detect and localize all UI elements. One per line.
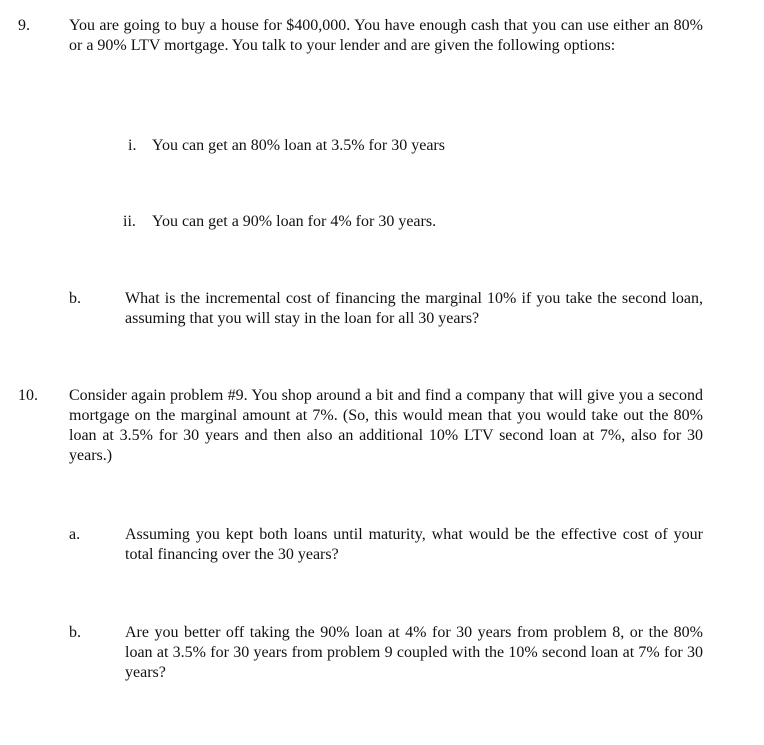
problem-10b-text: Are you better off taking the 90% loan at 4% for 30 years from problem 8, or the 80% loan at 3.5% for 30 years from problem 9 coupled with the 10% second loan at 7% for 30 years? <box>125 624 703 681</box>
problem-10a-text: Assuming you kept both loans until maturity, what would be the effective cost of your total financing over the 30 years? <box>125 526 703 563</box>
problem-10-number: 10. <box>18 387 38 404</box>
problem-10-text: Consider again problem #9. You shop around a bit and find a company that will give you a second mortgage on the marginal amount at 7%. (So, this would mean that you would take out the 80% loan at 3.5% for 30 years and then also an additional 10% LTV second loan at 7%, also for 30 years.) <box>69 387 703 464</box>
problem-9b-text: What is the incremental cost of financing the marginal 10% if you take the second loan, assuming that you will stay in the loan for all 30 years? <box>125 290 703 327</box>
problem-10a-letter: a. <box>69 526 81 543</box>
option-ii <box>123 212 436 232</box>
option-i-numeral: i. <box>128 137 137 154</box>
option-ii-numeral: ii. <box>123 213 136 230</box>
option-i-text: You can get an 80% loan at 3.5% for 30 years <box>152 137 445 154</box>
problem-9-text: You are going to buy a house for $400,000. You have enough cash that you can use either an 80% or a 90% LTV mortgage. You talk to your lender and are given the following options: <box>69 17 703 54</box>
problem-9-number: 9. <box>18 17 30 34</box>
problem-10b-letter: b. <box>69 624 81 641</box>
option-ii-text: You can get a 90% loan for 4% for 30 years. <box>152 213 437 230</box>
option-i <box>128 136 445 156</box>
problem-9b-letter: b. <box>69 290 81 307</box>
